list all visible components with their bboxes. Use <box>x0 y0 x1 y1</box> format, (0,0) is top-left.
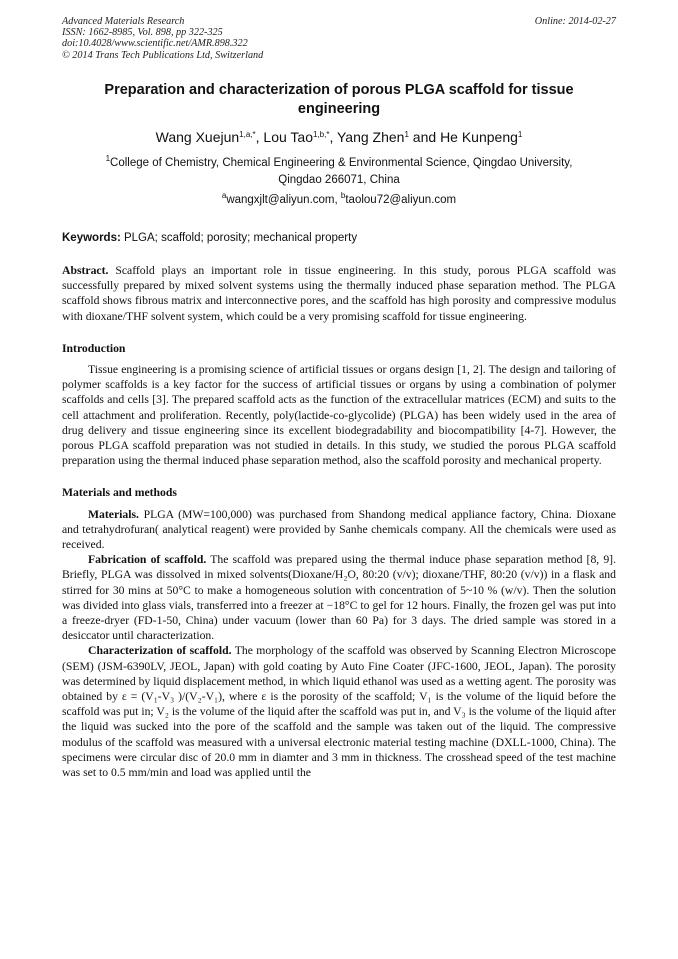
keywords-label: Keywords: <box>62 232 121 244</box>
characterization-text: The morphology of the scaffold was observed by Scanning Electron Microscope (SEM) (JSM-6390LV, JEOL, Japan) with gold coating by Auto Fine Coater (JFC-1600, JEOL, Japan). The porosity was determined by liquid displacement method, in which liquid ethanol was used as a wetting agent. The porosity was obtained by ε = (V₁-V₃ )/(V₂-V₁), where ε is the porosity of the scaffold; V₁ is the volume of the liquid before the scaffold was put in; V₂ is the volume of the liquid after the scaffold was put in, and V₃ is the volume of the liquid after the liquid was sucked into the pore of the scaffold and the sample was taken out of the liquid. The compressive modulus of the scaffold was measured with a universal electronic material testing machine (DXLL-1000, China). The specimens were circular disc of 20.0 mm in diamter and 3 mm in thickness. The crosshead speed of the test machine was set to 0.5 mm/min and load was applied until the <box>62 644 616 780</box>
email-b-link[interactable]: taolou72@aliyun.com <box>345 194 457 206</box>
keywords <box>62 230 616 246</box>
section-heading-methods: Materials and methods <box>62 486 177 500</box>
affiliation <box>62 155 616 189</box>
email-line: $^a$wangxjlt@aliyun.com, $^b$taolou72@aliyun.com <box>221 191 457 206</box>
author-list: Wang Xuejun$^{1,a,*}$, Lou Tao$^{1,b,*}$, Yang Zhen$^1$ and He Kunpeng$^1$ <box>155 129 523 145</box>
abstract-text: Scaffold plays an important role in tissue engineering. In this study, porous PLGA scaffold was successfully prepared by mixed solvent systems using the thermally induced phase separation method. The PLGA scaffold shows fibrous matrix and interconnective pores, and the scaffold has high porosity and compressive modulus with dioxane/THF solvent system, which could be a very promising scaffold for tissue engineering. <box>62 264 616 323</box>
author-sup: 1 <box>404 130 409 139</box>
paper-body <box>62 263 616 780</box>
author-name: Lou Tao <box>263 129 313 145</box>
author-name: Yang Zhen <box>337 129 405 145</box>
affiliation-sup: 1 <box>105 154 111 163</box>
journal-name: Advanced Materials Research <box>62 16 185 27</box>
author-name: He Kunpeng <box>440 129 518 145</box>
journal-copyright: © 2014 Trans Tech Publications Ltd, Switzerland <box>62 49 264 61</box>
section-heading-introduction: Introduction <box>62 341 126 355</box>
author-sup: 1 <box>517 130 523 139</box>
email-a-link[interactable]: wangxjlt@aliyun.com <box>226 194 335 206</box>
journal-header <box>62 16 616 61</box>
journal-doi: doi:10.4028/www.scientific.net/AMR.898.322 <box>62 38 248 50</box>
fabrication-text: The scaffold was prepared using the thermal induce phase separation method [8, 9]. Briefly, PLGA was dissolved in mixed solvents(Dioxane/H₂O, 80:20 (v/v); dioxane/THF, 80:20 (v/v)) in a flask and stirred for 30 mins at 50°C to make a homogeneous solution with concentration of 5~10 % (w/v). Then the solution was divided into glass vials, transferred into a freezer at −18°C to gel for 12 hours. Finally, the frozen gel was put into a freeze-dryer (FD-1-50, China) under vacuum (lower than 60 Pa) for 3 days. The dried sample was stored in a desiccator until characterization. <box>62 553 616 643</box>
keywords-text: PLGA; scaffold; porosity; mechanical property <box>120 232 358 244</box>
affiliation-line1: College of Chemistry, Chemical Engineering & Environmental Science, Qingdao University, <box>110 157 573 169</box>
online-date: Online: 2014-02-27 <box>534 16 616 27</box>
fabrication-paragraph <box>62 552 616 643</box>
abstract <box>62 263 616 324</box>
materials-text: PLGA (MW=100,000) was purchased from Shandong medical appliance factory, China. Dioxane and tetrahydrofuran( analytical reagent) were provided by Sanhe chemicals company. All the chemicals were used as received. <box>62 507 616 552</box>
fabrication-label: Fabrication of scaffold. <box>88 553 207 567</box>
introduction-paragraph: Tissue engineering is a promising science of artificial tissues or organs design [1, 2]. The design and tailoring of polymer scaffolds is a key factor for the success of artificial tissues or organs by using a combination of polymer scaffolds and cells [3]. The prepared scaffold acts as the function of the extracellular matrices (ECM) and suits to the cell attachment and proliferation. Recently, poly(lactide-co-glycolide) (PLGA) has been widely used in the area of drug delivery and tissue engineering since its excellent biodegradability and biocompatibility [4-7]. However, the porous PLGA scaffold preparation was not studied in details. In this study, we studied the porous PLGA scaffold preparation using the thermal induced phase separation method, also the scaffold porosity and mechanical property. <box>62 363 616 468</box>
materials-paragraph <box>62 507 616 553</box>
paper-title: Preparation and characterization of porous PLGA scaffold for tissue engineering <box>104 82 574 117</box>
author-sup: 1,a,* <box>239 130 256 139</box>
author-sup: 1,b,* <box>313 130 330 139</box>
author-name: Wang Xuejun <box>155 129 240 145</box>
materials-label: Materials. <box>88 507 139 521</box>
characterization-label: Characterization of scaffold. <box>88 644 232 658</box>
affiliation-line2: Qingdao 266071, China <box>278 174 400 186</box>
journal-issn: ISSN: 1662-8985, Vol. 898, pp 322-325 <box>62 27 223 39</box>
characterization-paragraph <box>62 643 616 780</box>
abstract-label: Abstract. <box>62 264 109 277</box>
